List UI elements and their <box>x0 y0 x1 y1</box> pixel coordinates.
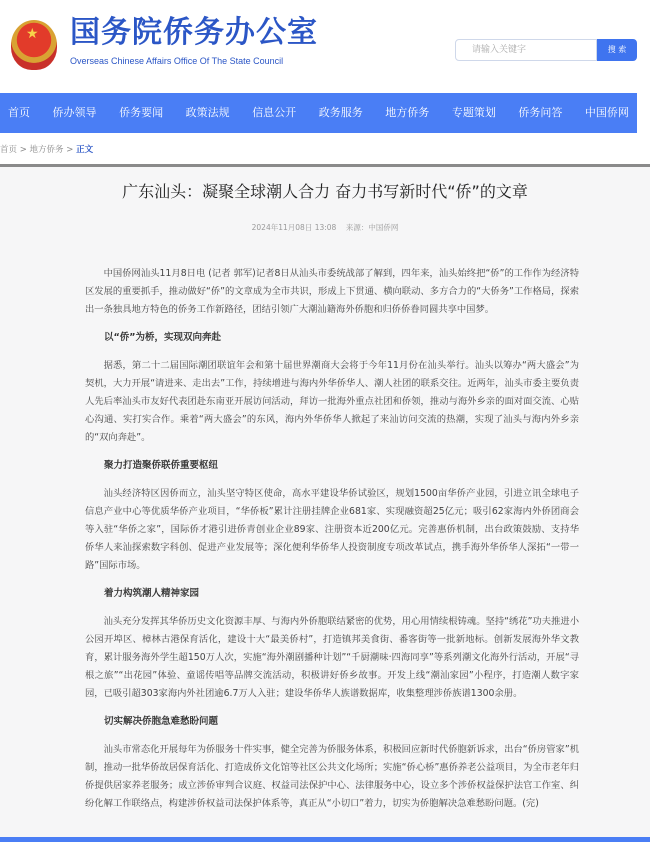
footer-bar <box>0 837 650 842</box>
source-label: 来源： <box>345 223 369 232</box>
nav-item-chinaqw[interactable]: 中国侨网 <box>584 106 629 119</box>
nav-item-news[interactable]: 侨务要闻 <box>119 106 164 119</box>
article-date: 2024年11月08日 13:08 <box>251 223 337 232</box>
breadcrumb-sep: > <box>63 145 77 155</box>
breadcrumb <box>0 145 93 156</box>
section-heading: 着力构筑潮人精神家园 <box>104 588 200 599</box>
nav-item-qa[interactable]: 侨务问答 <box>518 106 563 119</box>
breadcrumb-sep: > <box>17 145 30 155</box>
nav-item-home[interactable]: 首页 <box>8 106 30 119</box>
search-button[interactable]: 搜 索 <box>597 39 637 61</box>
nav-item-leaders[interactable]: 侨办领导 <box>52 106 97 119</box>
search-input[interactable]: 请输入关键字 <box>455 39 597 61</box>
nav-item-info[interactable]: 信息公开 <box>252 106 297 119</box>
breadcrumb-section[interactable]: 地方侨务 <box>29 145 64 155</box>
breadcrumb-home[interactable]: 首页 <box>0 145 18 155</box>
nav-item-policy[interactable]: 政策法规 <box>185 106 230 119</box>
nav-item-local[interactable]: 地方侨务 <box>385 106 430 119</box>
paragraph: 汕头经济特区因侨而立，汕头坚守特区使命，高水平建设华侨试验区，规划1500亩华侨产业园，引进立讯全球电子信息产业中心等优质华侨产业项目，“华侨板”累计注册挂牌企业681家、实现融资超25亿元；吸引62家海内外侨团商会等入驻“华侨之家”，国际侨才港引进侨青创业企业89家、注册资本近200亿元。完善惠侨机制，出台政策鼓励、支持华侨华人来汕探索数字科创、促进产业发展等；深化便利华侨华人投资制度专项改革试点，携手海外华侨华人深拓“一带一路”国际市场。 <box>85 488 579 571</box>
site-subtitle: Overseas Chinese Affairs Office Of The State Council <box>70 56 284 66</box>
site-header <box>0 0 650 92</box>
nav-item-topics[interactable]: 专题策划 <box>451 106 496 119</box>
article-container <box>0 164 650 837</box>
paragraph: 据悉，第二十二届国际潮团联谊年会和第十届世界潮商大会将于今年11月份在汕头举行。汕头以筹办“两大盛会”为契机，大力开展“请进来、走出去”工作，持续增进与海内外华侨华人、潮人社团的联系交往。近两年，汕头市委主要负责人先后率汕头市友好代表团赴东南亚开展访问活动，拜访一批海外重点社团和侨领，推动与海外乡亲的面对面交流、心贴心沟通、实打实合作。乘着“两大盛会”的东风，海内外华侨华人掀起了来汕访问交流的热潮，实现了汕头与海内外乡亲的“双向奔赴”。 <box>85 360 579 443</box>
article-meta <box>0 223 650 233</box>
section-heading: 以“侨”为桥，实现双向奔赴 <box>104 332 221 343</box>
national-emblem-logo <box>11 20 57 70</box>
main-nav <box>0 93 637 133</box>
section-heading: 聚力打造聚侨联侨重要枢纽 <box>104 460 219 471</box>
article-title: 广东汕头：凝聚全球潮人合力 奋力书写新时代“侨”的文章 <box>122 182 528 201</box>
site-title[interactable]: 国务院侨务办公室 <box>70 15 318 50</box>
breadcrumb-current: 正文 <box>76 145 94 155</box>
section-heading: 切实解决侨胞急难愁盼问题 <box>104 716 219 727</box>
paragraph: 汕头市常态化开展每年为侨服务十件实事，健全完善为侨服务体系，积极回应新时代侨胞新诉求，出台“侨房管家”机制，推动一批华侨故居保育活化、打造成侨文化馆等社区公共文化场所；实施“侨心桥”惠侨养老公益项目，为全市老年归侨提供居家养老服务；成立涉侨审判合议庭、权益司法保护中心、法律服务中心，设立多个涉侨权益保护法官工作室、纠纷化解工作联络点，构建涉侨权益司法保护体系等，真正从“小切口”着力，切实为侨胞解决急难愁盼问题。(完) <box>85 744 579 809</box>
nav-item-services[interactable]: 政务服务 <box>318 106 363 119</box>
paragraph: 汕头充分发挥其华侨历史文化资源丰厚、与海内外侨胞联结紧密的优势，用心用情续根铸魂。坚持“绣花”功夫推进小公园开埠区、樟林古港保育活化，建设十大“最美侨村”，打造镇邦美食街、番客街等一批新地标。创新发展海外华文教育，累计服务海外学生超150万人次，实施“海外潮剧播种计划”“千厨潮味·四海同享”等系列潮文化海外行活动，开展“寻根之旅”“出花园”体验、童谣传唱等品牌交流活动，积极讲好侨乡故事。开发上线“潮汕家园”小程序，打造潮人数字家园，已吸引超303家海内外社团逾6.7万人入驻；建设华侨华人族谱数据库，收集整理涉侨族谱1300余册。 <box>85 616 579 699</box>
article-source: 中国侨网 <box>368 223 399 232</box>
paragraph: 中国侨网汕头11月8日电 (记者 郭军)记者8日从汕头市委统战部了解到，四年来，汕头始终把“侨”的工作作为经济特区发展的重要抓手，推动做好“侨”的文章成为全市共识，形成上下贯通、横向联动、多方合力的“大侨务”工作格局，探索出一条独具地方特色的侨务工作新路径，团结引领广大潮汕籍海外侨胞和归侨侨眷同圆共享中国梦。 <box>85 268 579 315</box>
article-body <box>85 265 579 823</box>
